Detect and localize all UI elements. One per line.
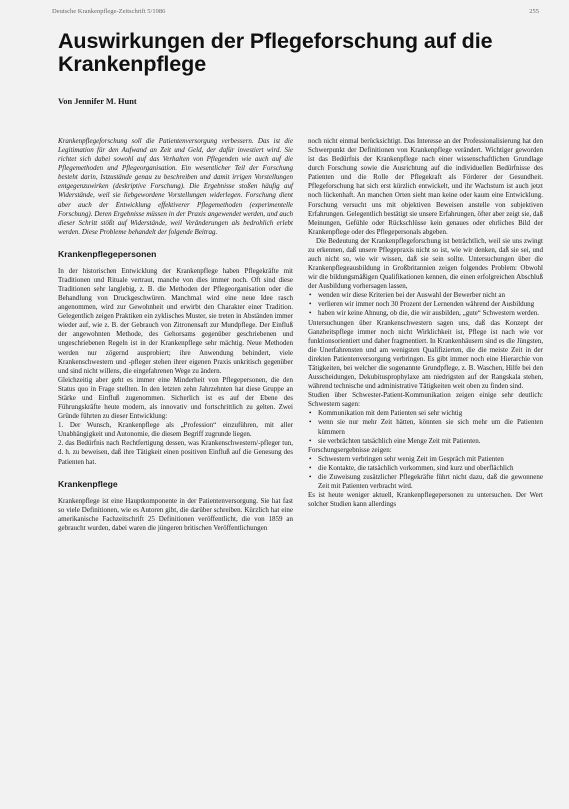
left-column — [58, 137, 293, 533]
bullet-list — [308, 455, 543, 491]
list-item: • haben wir keine Ahnung, ob die, die wir ausbilden, „gute“ Schwestern werden. — [308, 309, 543, 318]
running-header — [52, 8, 539, 22]
article-title: Auswirkungen der Pflegeforschung auf die Krankenpflege — [58, 29, 493, 76]
list-item: • Kommunikation mit dem Patienten sei sehr wichtig — [308, 409, 543, 418]
list-item: • die Zuweisung zusätzlicher Pflegekräfte führt nicht dazu, daß die gewonnene Zeit mit Patienten verbracht wird. — [308, 473, 543, 491]
paragraph: 2. das Bedürfnis nach Rechtfertigung dessen, was Krankenschwestern/-pfleger tun, d. h. zu beweisen, daß ihre Tätigkeit einen positiven Einfluß auf die Genesung des Patienten hat. — [58, 439, 293, 466]
journal-name: Deutsche Krankenpflege-Zeitschrift 5/1986 — [52, 8, 166, 15]
section-heading-krankenpflegepersonen: Krankenpflegepersonen — [58, 248, 157, 259]
list-item: • Schwestern verbringen sehr wenig Zeit im Gespräch mit Patienten — [308, 455, 543, 464]
list-item: • sie verbrächten tatsächlich eine Menge Zeit mit Patienten. — [308, 437, 543, 446]
author-byline: Von Jennifer M. Hunt — [58, 97, 137, 106]
right-column — [308, 137, 543, 509]
abstract — [58, 137, 293, 237]
paragraph: Gleichzeitig aber geht es immer eine Minderheit von Pflegepersonen, die den Status quo in Frage stellten. In den letzten zehn Jahrzehnten hat diese Gruppe an Stärke und Einfluß zugenommen. Sicherlich ist es auf der Ebene des Führungskräfte heute modern, als innovativ und fortschrittlich zu gelten. Zwei Gründe führten zu dieser Entwicklung: — [58, 375, 293, 421]
bullet-list — [308, 409, 543, 445]
list-item: • verlieren wir immer noch 30 Prozent der Lernenden während der Ausbildung — [308, 300, 543, 309]
paragraph: Krankenpflege ist eine Hauptkomponente in der Patientenversorgung. Sie hat fast so viele Definitionen, wie es Autoren gibt, die darüber schreiben. Kürzlich hat eine amerikanische Fachzeitschrift 25 Definitionen veröffentlicht, die von 1859 an gebraucht wurden, dabei waren die jüngeren britischen Veröffentlichungen — [58, 496, 293, 532]
paragraph: Die Bedeutung der Krankenpflegeforschung ist beträchtlich, weil sie uns zwingt zu erkennen, daß unsere Pflegepraxis nicht so ist, wie wir denken, daß sie sei, und auch nicht so, wie wir wissen, daß sie sein sollte. Untersuchungen über die Krankenpflegeausbildung in Großbritannien zeigen folgendes Problem: Obwohl wir die bildungsmäßigen Qualifikationen kennen, die einen erfolgreichen Abschluß der Ausbildung vorhersagen lassen, — [308, 236, 543, 291]
paragraph: Untersuchungen über Krankenschwestern sagen uns, daß das Konzept der Ganzheitspflege immer noch nicht Wirklichkeit ist, Pflege ist nach wie vor funktionsorientiert und daher fragmentiert. In Krankenhäusern sind es die Jüngsten, die Unerfahrensten und am wenigsten Qualifizierten, die die meiste Zeit in der direkten Patientenversorgung verbringen. Es gibt immer noch eine Hierarchie von Tätigkeiten, bei welcher die sogenannte Grundpflege, z. B. Waschen, Hilfe bei den Ausscheidungen, Dekubitusprophylaxe am niedrigsten auf der Rangskala stehen, während technische und administrative Tätigkeiten weit oben zu finden sind. — [308, 318, 543, 391]
abstract-text: Krankenpflegeforschung soll die Patientenversorgung verbessern. Das ist die Legitimation für den Aufwand an Zeit und Geld, der dafür investiert wird. Sie richtet sich dabei sowohl auf das Verhalten von Pflegenden wie auch auf die Pflegemethoden und Pflegeorganisation. Ein wesentlicher Teil der Forschung besteht darin, Istzustände genau zu beschreiben und damit irrigen Vorstellungen entgegenzuwirken (deskriptive Forschung). Die Ergebnisse stoßen häufig auf Widerstände, weil sie liebgewordene Vorstellungen widerlegen. Forschung dient aber auch der Entwicklung effektiverer Pflegemethoden (experimentelle Forschung). Deren Ergebnisse müssen in der Praxis angewendet werden, und auch dieser Schritt stößt auf Widerstände, weil Veränderungen als bedrohlich erlebt werden. Diese Probleme behandelt der folgende Beitrag. — [58, 137, 293, 236]
paragraph: noch nicht einmal berücksichtigt. Das Interesse an der Professionalisierung hat den Schwerpunkt der Definitionen von Krankenpflege verändert. Wichtiger geworden ist das Bedürfnis der Krankenpflege nach einer wissenschaftlichen Grundlage durch Forschung sowie die Ausrichtung auf die individuellen Bedürfnisse des Patienten und die Rolle der Pflegekraft als Förderer der Gesundheit. Pflegeforschung hat sich erst kürzlich entwickelt, und ihr Wachstum ist auch jetzt noch lückenhaft. An manchen Orten sieht man keine oder kaum eine Entwicklung. Forschung versucht uns mit objektiven Beweisen anstelle von subjektiven Erfahrungen. Gelegentlich bestätigt sie unsere Erfahrungen, öfter aber zeigt sie, daß Meinungen, Gefühle oder Rückschlüsse kein genaues oder ehrliches Bild der Krankenpflege oder des Pflegepersonals abgeben. — [308, 137, 543, 236]
list-item: • wenn sie nur mehr Zeit hätten, könnten sie sich mehr um die Patienten kümmern — [308, 418, 543, 436]
section-heading-krankenpflege: Krankenpflege — [58, 478, 118, 489]
list-item: • wenden wir diese Kriterien bei der Auswahl der Bewerber nicht an — [308, 291, 543, 300]
bullet-list — [308, 291, 543, 318]
paragraph: Es ist heute weniger aktuell, Krankenpflegepersonen zu untersuchen. Der Wert solcher Studien kann allerdings — [308, 491, 543, 509]
page-number: 255 — [529, 8, 539, 15]
paragraph: In der historischen Entwicklung der Krankenpflege haben Pflegekräfte mit Traditionen und Rituale vertraut, manche von dies immer noch. Oft sind diese Traditionen sehr langlebig, z. B. die Methoden der Pflegeorganisation oder die Behandlung von Druckgeschwüren. Manchmal wird eine neue Idee rasch angenommen, wird zur Gewohnheit und erwirbt den Charakter einer Tradition. Gelegentlich zeigen Praktiken ein zyklisches Muster, sie treten in Abständen immer wieder auf, wie z. B. der Gebrauch von Zitronensaft zur Mundpflege. Der Einfluß der angewohnten Methode, des Gehorsams gegenüber geschriebenen und ungeschriebenen Regeln ist in der Krankenpflege sehr mächtig. Neue Methoden werden nur zögernd ausprobiert; ihre Anwendung behindert, viele Krankenschwestern und -pfleger stehen ihrer eigenen Praxis unkritisch gegenüber und sind nicht willens, die eingefahrenen Wege zu ändern. — [58, 266, 293, 375]
paragraph: Forschungsergebnisse zeigen: — [308, 445, 392, 454]
paragraph: Studien über Schwester-Patient-Kommunikation zeigen einige sehr deutlich: Schwestern sagen: — [308, 391, 543, 409]
list-item: • die Kontakte, die tatsächlich vorkommen, sind kurz und oberflächlich — [308, 464, 543, 473]
paragraph: 1. Der Wunsch, Krankenpflege als „Profession“ einzuführen, mit aller Unabhängigkeit und Autonomie, die diesem Begriff zugrunde liegen. — [58, 421, 293, 439]
